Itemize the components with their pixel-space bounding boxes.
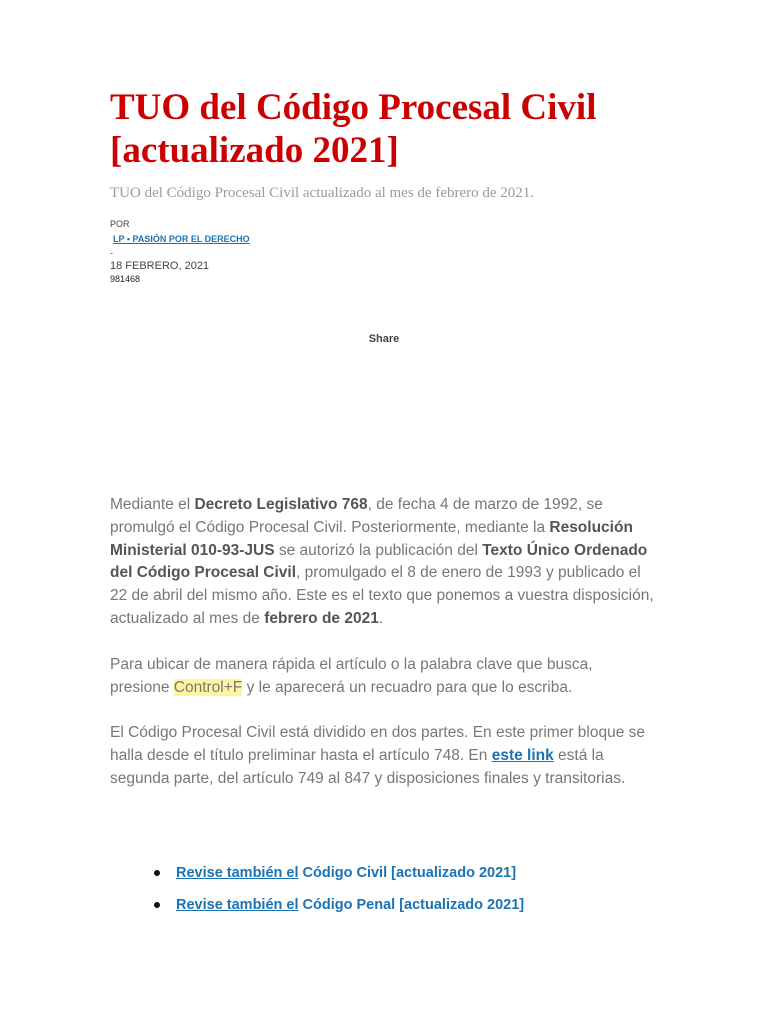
bold-resolucion: Resolución Ministerial 010-93-JUS <box>110 518 633 559</box>
bold-decreto: Decreto Legislativo 768 <box>194 496 368 513</box>
text-run: Mediante el <box>110 496 195 513</box>
text-run: , promulgado el 8 de enero de 1993 y publicado el 22 de abril del mismo año. Este es el texto que ponemos a vuestra disposición, actualizado al mes de <box>110 564 654 627</box>
article-title: TUO del Código Procesal Civil [actualizado 2021] <box>110 87 597 171</box>
share-button[interactable]: Share <box>368 333 400 345</box>
view-count: 981468 <box>110 274 141 284</box>
text-run: . <box>378 609 384 627</box>
text-run: está la segunda parte, del artículo 749 al 847 y disposiciones finales y transitorias. <box>110 747 626 787</box>
paragraph-search-tip <box>110 654 655 700</box>
author-link[interactable]: LP • PASIÓN POR EL DERECHO <box>113 234 250 244</box>
second-part-link[interactable]: este link <box>491 747 554 765</box>
byline-separator: - <box>110 248 113 258</box>
bold-texto-unico: Texto Único Ordenado del Código Procesal Civil <box>110 541 648 582</box>
bullet-icon <box>154 902 160 908</box>
article-body <box>110 494 655 814</box>
paragraph-structure <box>110 722 655 790</box>
list-item <box>110 894 655 926</box>
highlight-shortcut: Control+F <box>173 678 243 696</box>
byline-label: POR <box>110 219 130 229</box>
text-run: y le aparecerá un recuadro para que lo escriba. <box>242 678 573 696</box>
publish-date: 18 FEBRERO, 2021 <box>110 260 210 272</box>
bold-febrero: febrero de 2021 <box>264 609 379 627</box>
article-subtitle: TUO del Código Procesal Civil actualizado al mes de febrero de 2021. <box>110 185 535 201</box>
related-list <box>110 862 655 926</box>
text-run: , de fecha 4 de marzo de 1992, se promulgó el Código Procesal Civil. Posteriormente, mediante la <box>110 496 603 536</box>
text-run: Para ubicar de manera rápida el artículo o la palabra clave que busca, presione <box>110 655 593 696</box>
bullet-icon <box>154 870 160 876</box>
related-prefix-link[interactable]: Revise también el <box>176 897 299 913</box>
list-item <box>110 862 655 894</box>
paragraph-intro <box>110 494 655 631</box>
related-prefix-link[interactable]: Revise también el <box>176 865 299 881</box>
text-run: El Código Procesal Civil está dividido en dos partes. En este primer bloque se halla desde el título preliminar hasta el artículo 748. En <box>110 724 646 765</box>
text-run: se autorizó la publicación del <box>274 541 483 559</box>
related-codigo-penal-link[interactable]: Código Penal [actualizado 2021] <box>302 897 525 913</box>
related-codigo-civil-link[interactable]: Código Civil [actualizado 2021] <box>302 865 517 881</box>
